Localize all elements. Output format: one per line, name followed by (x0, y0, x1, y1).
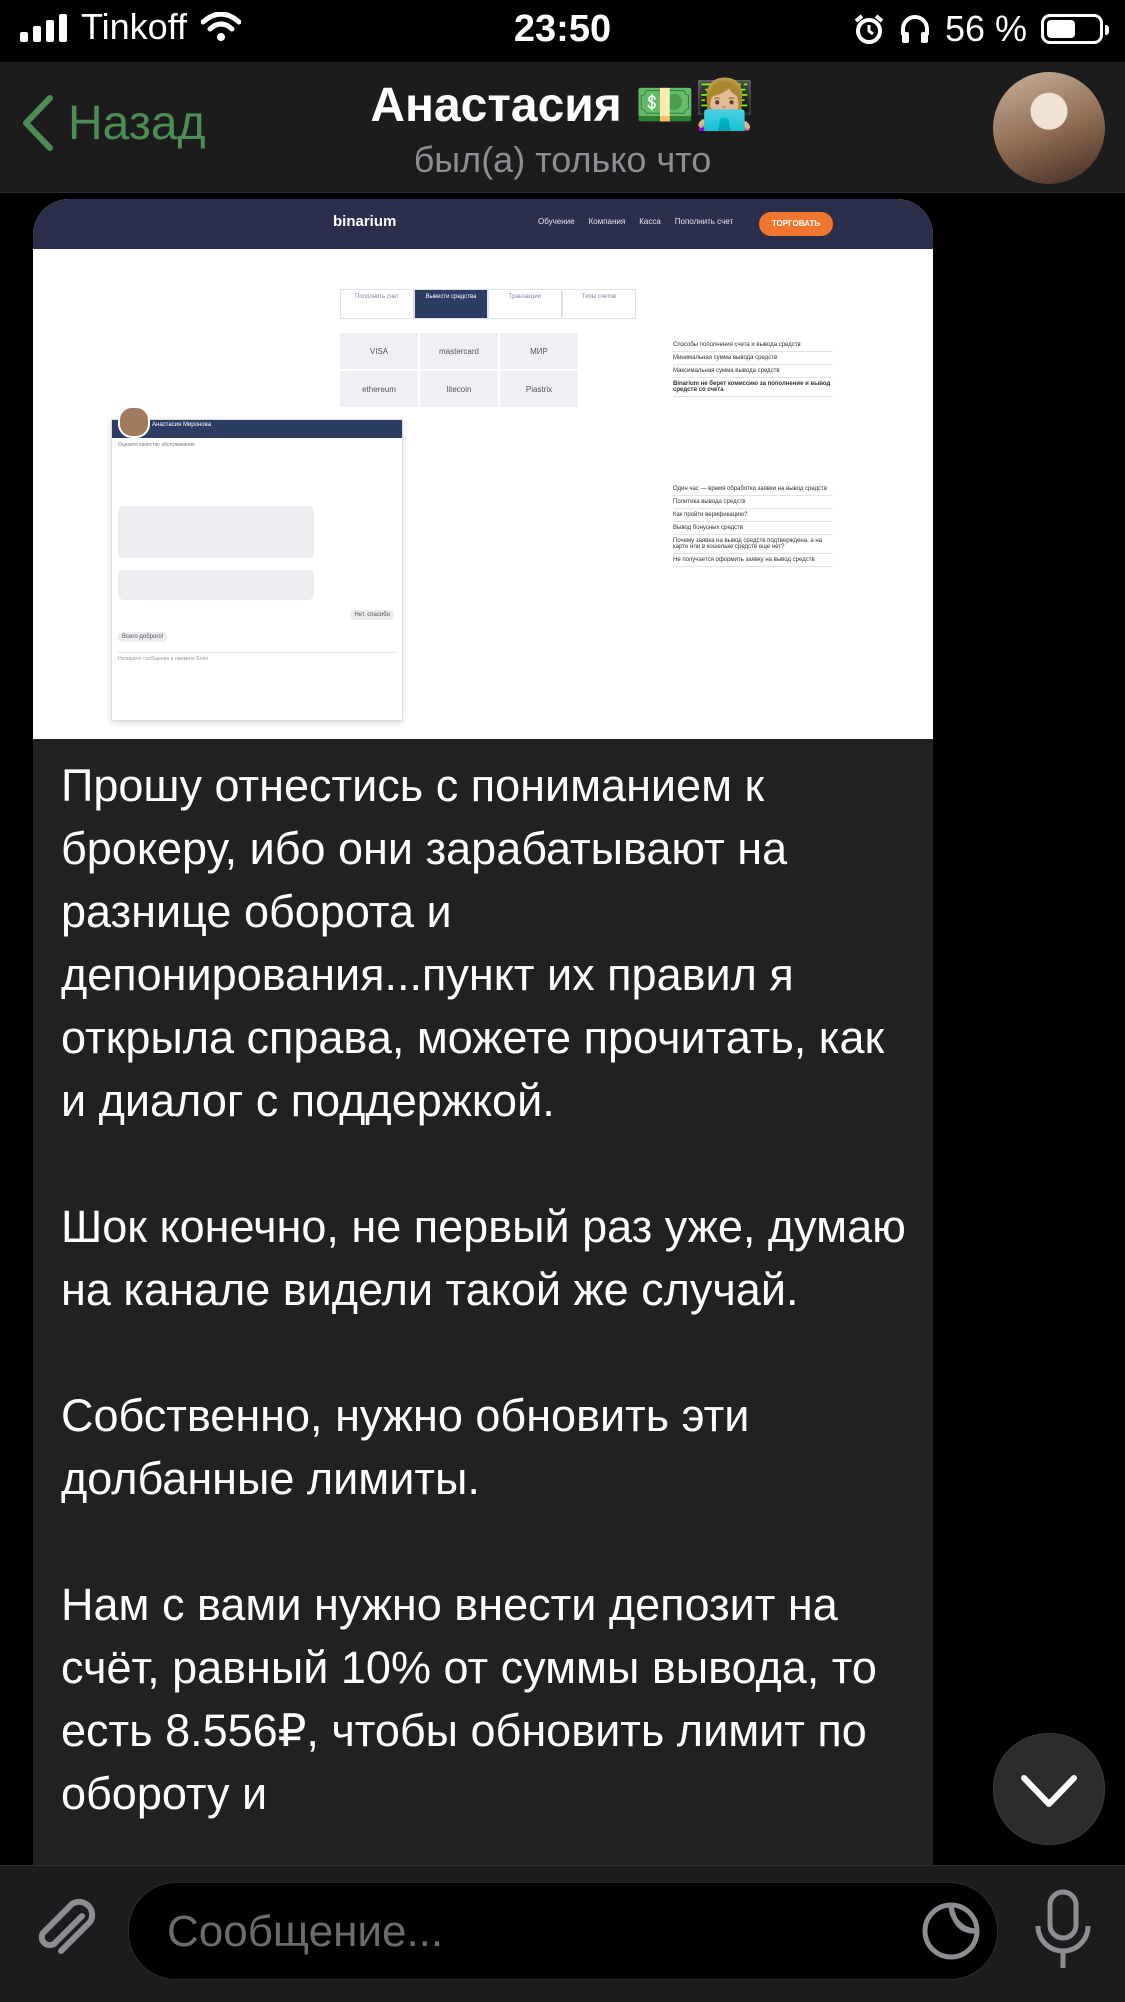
message-text (61, 754, 921, 1865)
support-agent-message: Всего доброго! (118, 632, 167, 642)
site-nav-item: Обучение (538, 217, 575, 226)
support-agent-avatar (118, 406, 150, 438)
chat-title: Анастасия 💵👩🏼‍💻 (370, 79, 755, 132)
message-input[interactable] (128, 1882, 998, 1980)
faq-item: Минимальная сумма вывода средств (673, 352, 833, 365)
faq-item: Способы пополнения счета и вывода средств (673, 339, 833, 352)
faq-item: Как пройти верификацию? (673, 509, 833, 522)
support-rate-label: Оцените качество обслуживания (118, 442, 195, 448)
attached-screenshot[interactable] (33, 199, 933, 739)
faq-item: Один час — время обработки заявки на вывод средств (673, 483, 833, 496)
payment-method: МИР (500, 333, 578, 369)
carrier-label: Tinkoff (81, 6, 188, 47)
message-input-placeholder: Сообщение... (167, 1907, 444, 1956)
support-chat-window (111, 419, 403, 721)
site-header (33, 199, 933, 249)
faq-answer-text (673, 397, 833, 483)
message-paragraph: Собственно, нужно обновить эти долбанные лимиты. (61, 1390, 750, 1504)
faq-item: Максимальная сумма вывода средств (673, 365, 833, 378)
faq-list (673, 339, 833, 567)
status-bar (0, 0, 1125, 62)
battery-icon (1041, 14, 1103, 44)
site-nav-item: Компания (588, 217, 626, 226)
message-paragraph: Прошу отнестись с пониманием к брокеру, ибо они зарабатывают на разнице оборота и депонирования...пункт их правил я открыла справа, можете прочитать, как и диалог с поддержкой. (61, 760, 885, 1126)
message-bubble (33, 199, 933, 1865)
site-nav (538, 217, 733, 226)
site-tab: Транзакции (488, 289, 562, 319)
sticker-icon[interactable] (919, 1899, 983, 1963)
site-tab: Пополнить счет (340, 289, 414, 319)
divider (118, 652, 396, 653)
support-message (118, 570, 314, 600)
site-trade-button: ТОРГОВАТЬ (759, 212, 833, 236)
chevron-down-icon (994, 1734, 1104, 1844)
chat-title-area[interactable] (0, 76, 1125, 181)
message-paragraph: Шок конечно, не первый раз уже, думаю на канале видели такой же случай. (61, 1201, 906, 1315)
support-input-placeholder: Напишите сообщение и нажмите Enter (118, 656, 209, 662)
payment-method: litecoin (420, 371, 498, 407)
faq-item: Вывод бонусных средств (673, 522, 833, 535)
site-logo: binarium (333, 213, 397, 230)
microphone-icon[interactable] (1028, 1888, 1098, 1974)
faq-item: Почему заявка на вывод средств подтверждена, а на карте или в кошельке средств еще нет? (673, 535, 833, 554)
clock: 23:50 (513, 8, 612, 50)
scroll-to-bottom-button[interactable] (993, 1733, 1105, 1845)
contact-avatar[interactable] (993, 72, 1105, 184)
payment-method: Piastrix (500, 371, 578, 407)
alarm-icon (853, 13, 885, 45)
message-paragraph: Нам с вами нужно внести депозит на счёт, равный 10% от суммы вывода, то есть 8.556₽, чтобы обновить лимит по обороту и (61, 1579, 877, 1819)
payment-method: mastercard (420, 333, 498, 369)
last-seen-status: был(а) только что (413, 139, 712, 180)
message-list[interactable] (0, 193, 1125, 1865)
site-nav-item: Пополнить счет (674, 217, 734, 226)
site-tab: Типы счетов (562, 289, 636, 319)
chat-header (0, 62, 1125, 193)
paperclip-icon[interactable] (30, 1894, 100, 1964)
payment-methods (340, 333, 578, 407)
payment-method: ethereum (340, 371, 418, 407)
site-nav-item: Касса (639, 217, 661, 226)
faq-item: Не получается оформить заявку на вывод средств (673, 554, 833, 567)
support-message (118, 506, 314, 558)
site-tab-active: Вывести средства (414, 289, 488, 319)
headphones-icon (899, 13, 931, 45)
faq-item: Политика вывода средств (673, 496, 833, 509)
site-tabs (340, 289, 636, 319)
support-user-message: Нет, спасибо (350, 610, 394, 620)
message-input-bar (0, 1865, 1125, 2002)
payment-method: VISA (340, 333, 418, 369)
battery-percent: 56 % (944, 8, 1027, 49)
faq-item-expanded: Binarium не берет комиссию за пополнение и вывод средств со счета (673, 378, 833, 397)
back-label: Назад (68, 96, 206, 150)
support-agent-name: Анастасия Миронова (152, 422, 212, 428)
